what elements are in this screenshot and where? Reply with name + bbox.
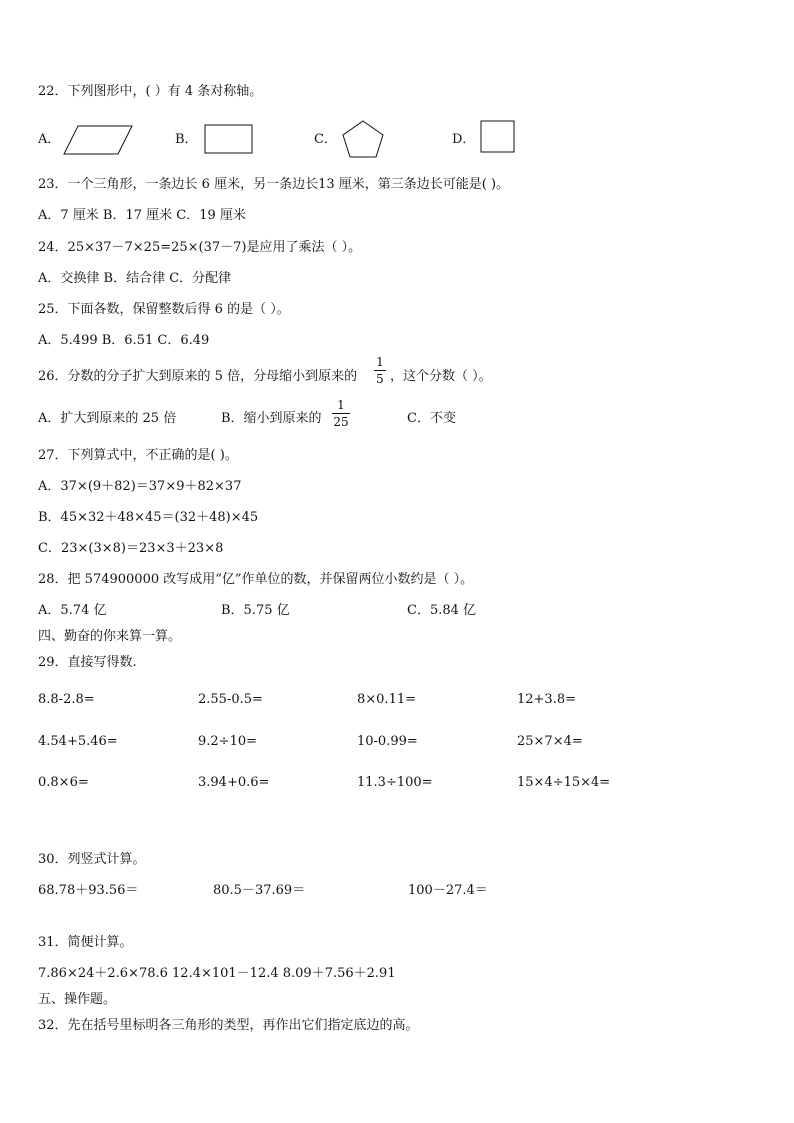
q30-item: 68.78＋93.56＝ [38, 883, 139, 898]
parallelogram-shape [62, 124, 134, 156]
q26-option-b: B．缩小到原来的 [221, 411, 322, 426]
q25-options: A．5.499 B．6.51 C．6.49 [38, 333, 210, 348]
q29-item: 8×0.11= [357, 692, 417, 707]
q29-item: 3.94+0.6= [198, 775, 270, 790]
q25-stem: 25．下面各数，保留整数后得 6 的是（ ）。 [38, 302, 290, 317]
q29-item: 11.3÷100= [357, 775, 433, 790]
q29-item: 4.54+5.46= [38, 734, 118, 749]
q30-item: 100－27.4＝ [408, 883, 488, 898]
q29-item: 0.8×6= [38, 775, 89, 790]
q29-item: 10-0.99= [357, 734, 418, 749]
q22-option-d-label: D． [452, 132, 476, 147]
q22-option-c-label: C． [314, 132, 337, 147]
q30-stem: 30．列竖式计算。 [38, 852, 146, 867]
q28-option-a: A．5.74 亿 [38, 603, 107, 618]
q23-options: A．7 厘米 B．17 厘米 C．19 厘米 [38, 208, 246, 223]
q29-item: 15×4÷15×4= [517, 775, 611, 790]
q28-option-c: C．5.84 亿 [407, 603, 477, 618]
q23-stem: 23．一个三角形，一条边长 6 厘米，另一条边长13 厘米，第三条边长可能是( )。 [38, 177, 510, 192]
q27-stem: 27．下列算式中，不正确的是( )。 [38, 448, 238, 463]
fraction-denominator: 5 [376, 372, 384, 386]
rectangle-shape [204, 124, 254, 154]
q26-stem-post: ，这个分数（ ）。 [390, 369, 492, 384]
q29-item: 8.8-2.8= [38, 692, 95, 707]
q26-option-b-fraction [332, 398, 350, 429]
q30-item: 80.5－37.69＝ [213, 883, 306, 898]
q29-item: 25×7×4= [517, 734, 583, 749]
q22-option-a-label: A． [38, 132, 61, 147]
q29-stem: 29．直接写得数. [38, 655, 137, 670]
pentagon-shape [342, 120, 386, 160]
q24-options: A．交换律 B．结合律 C．分配律 [38, 271, 232, 286]
q22-option-b-label: B． [175, 132, 198, 147]
q29-item: 12+3.8= [517, 692, 577, 707]
section-5-heading: 五、操作题。 [38, 992, 117, 1007]
q26-option-a: A．扩大到原来的 25 倍 [38, 411, 177, 426]
q26-option-c: C．不变 [407, 411, 456, 426]
fraction-denominator: 25 [333, 415, 349, 429]
q27-option-c: C．23×(3×8)＝23×3＋23×8 [38, 541, 224, 556]
fraction-numerator: 1 [337, 398, 345, 412]
q29-item: 9.2÷10= [198, 734, 258, 749]
q32-stem: 32．先在括号里标明各三角形的类型，再作出它们指定底边的高。 [38, 1018, 419, 1033]
q28-stem: 28．把 574900000 改写成用“亿”作单位的数，并保留两位小数约是（ ）。 [38, 572, 474, 587]
section-4-heading: 四、勤奋的你来算一算。 [38, 629, 182, 644]
q26-stem-pre: 26．分数的分子扩大到原来的 5 倍，分母缩小到原来的 [38, 369, 358, 384]
q26-fraction [374, 355, 386, 386]
q29-item: 2.55-0.5= [198, 692, 263, 707]
q27-option-b: B．45×32＋48×45＝(32＋48)×45 [38, 510, 259, 525]
fraction-numerator: 1 [376, 355, 384, 369]
q24-stem: 24．25×37－7×25=25×(37－7)是应用了乘法（ ）。 [38, 240, 362, 255]
square-shape [480, 120, 516, 154]
q27-option-a: A．37×(9＋82)＝37×9＋82×37 [38, 479, 242, 494]
q31-stem: 31．简便计算。 [38, 935, 133, 950]
q28-option-b: B．5.75 亿 [221, 603, 290, 618]
q22-stem: 22．下列图形中，( ）有 4 条对称轴。 [38, 84, 263, 99]
q31-items: 7.86×24＋2.6×78.6 12.4×101－12.4 8.09＋7.56＋2.91 [38, 966, 396, 981]
